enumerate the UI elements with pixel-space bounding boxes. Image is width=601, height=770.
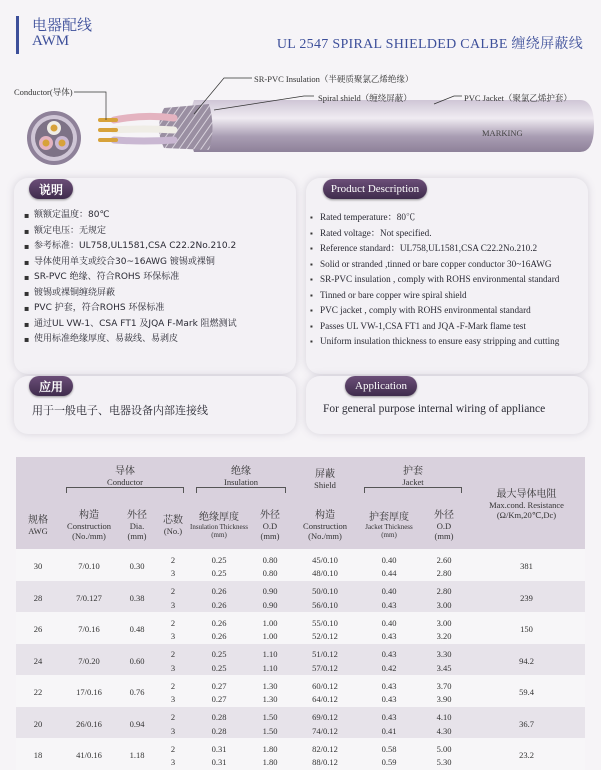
cell-ins-od: 1.80 bbox=[248, 756, 292, 770]
col-awg: 规格 AWG bbox=[16, 497, 60, 549]
cell-dia: 0.76 bbox=[118, 680, 156, 707]
cell-jacket-od: 3.00 bbox=[420, 617, 468, 631]
cell-cores: 2 bbox=[156, 648, 190, 662]
list-item: ▪ 通过UL VW-1、CSA FT1 及JQA F-Mark 阻燃测试 bbox=[24, 317, 237, 333]
cell-shield: 55/0.10 bbox=[292, 617, 358, 631]
cell-ins-thickness: 0.25 bbox=[190, 554, 248, 568]
cell-resistance: 59.4 bbox=[468, 680, 585, 707]
cell-ins-thickness: 0.26 bbox=[190, 617, 248, 631]
cell-cores: 2 bbox=[156, 617, 190, 631]
cell-resistance: 381 bbox=[468, 554, 585, 581]
cross-section-icon bbox=[27, 111, 81, 165]
cell-cores: 3 bbox=[156, 693, 190, 707]
col-resistance: 最大导体电阻 Max.cond. Resistance (Ω/Km,20℃,Dc) bbox=[468, 457, 585, 549]
cell-jacket-od: 3.45 bbox=[420, 662, 468, 676]
cell-cores: 2 bbox=[156, 554, 190, 568]
cell-shield: 82/0.12 bbox=[292, 743, 358, 757]
cell-jacket-od: 5.00 bbox=[420, 743, 468, 757]
page-title: UL 2547 SPIRAL SHIELDED CALBE 缠绕屏蔽线 bbox=[276, 37, 583, 52]
application-en-text: For general purpose internal wiring of appliance bbox=[323, 403, 546, 415]
cell-dia: 1.18 bbox=[118, 743, 156, 770]
description-en-heading: Product Description bbox=[323, 179, 427, 199]
cell-cores: 3 bbox=[156, 725, 190, 739]
cell-dia: 0.38 bbox=[118, 585, 156, 612]
list-item: ▪ 参考标准：UL758,UL1581,CSA C22.2No.210.2 bbox=[24, 239, 237, 255]
cell-construction: 41/0.16 bbox=[60, 743, 118, 770]
table-row bbox=[16, 554, 585, 568]
cell-construction: 26/0.16 bbox=[60, 711, 118, 738]
table-row bbox=[16, 743, 585, 757]
cell-shield: 45/0.10 bbox=[292, 554, 358, 568]
description-cn-heading: 说明 bbox=[29, 179, 73, 199]
cell-jacket-od: 2.80 bbox=[420, 567, 468, 581]
cell-ins-thickness: 0.28 bbox=[190, 725, 248, 739]
list-item: ▪ 额额定温度：80℃ bbox=[24, 208, 237, 224]
cell-shield: 52/0.12 bbox=[292, 630, 358, 644]
cell-jacket-thickness: 0.43 bbox=[358, 599, 420, 613]
cell-ins-od: 1.00 bbox=[248, 617, 292, 631]
cell-ins-od: 1.30 bbox=[248, 680, 292, 694]
cell-jacket-od: 2.80 bbox=[420, 585, 468, 599]
cell-ins-thickness: 0.27 bbox=[190, 693, 248, 707]
spec-table bbox=[16, 457, 585, 770]
cell-ins-od: 0.80 bbox=[248, 567, 292, 581]
cell-shield: 74/0.12 bbox=[292, 725, 358, 739]
group-jacket: 护套 Jacket bbox=[358, 457, 468, 497]
cell-jacket-thickness: 0.40 bbox=[358, 554, 420, 568]
col-dia: 外径 Dia. (mm) bbox=[118, 497, 156, 549]
cell-jacket-thickness: 0.43 bbox=[358, 630, 420, 644]
cell-jacket-thickness: 0.43 bbox=[358, 680, 420, 694]
cell-shield: 56/0.10 bbox=[292, 599, 358, 613]
cell-ins-thickness: 0.25 bbox=[190, 567, 248, 581]
cell-ins-thickness: 0.26 bbox=[190, 585, 248, 599]
cell-jacket-thickness: 0.59 bbox=[358, 756, 420, 770]
col-shield-construction: 构造 Construction (No./mm) bbox=[292, 497, 358, 549]
cell-jacket-thickness: 0.40 bbox=[358, 617, 420, 631]
cell-awg: 22 bbox=[16, 680, 60, 707]
list-item: ▪ 额定电压：无规定 bbox=[24, 224, 237, 240]
table-row bbox=[16, 711, 585, 725]
cell-awg: 28 bbox=[16, 585, 60, 612]
category-cn: 电器配线 bbox=[32, 16, 93, 34]
cell-jacket-thickness: 0.40 bbox=[358, 585, 420, 599]
cell-jacket-thickness: 0.44 bbox=[358, 567, 420, 581]
cell-shield: 50/0.10 bbox=[292, 585, 358, 599]
list-item: ▪ PVC 护套，符合ROHS 环保标准 bbox=[24, 301, 237, 317]
conductor-label: Conductor(导体) bbox=[14, 87, 73, 97]
application-cn-heading: 应用 bbox=[29, 376, 73, 396]
cell-resistance: 36.7 bbox=[468, 711, 585, 738]
list-item: ▪ Tinned or bare copper wire spiral shield bbox=[310, 288, 559, 304]
cell-awg: 26 bbox=[16, 617, 60, 644]
cell-cores: 3 bbox=[156, 567, 190, 581]
list-item: ▪ Solid or stranded ,tinned or bare copper conductor 30~16AWG bbox=[310, 257, 559, 273]
cell-construction: 7/0.10 bbox=[60, 554, 118, 581]
description-en-list bbox=[310, 210, 559, 350]
list-item: ▪ 使用标准绝缘厚度、易裁线、易剥皮 bbox=[24, 332, 237, 348]
cell-dia: 0.94 bbox=[118, 711, 156, 738]
cell-jacket-thickness: 0.41 bbox=[358, 725, 420, 739]
col-cores: 芯数 (No.) bbox=[156, 497, 190, 549]
cell-ins-thickness: 0.27 bbox=[190, 680, 248, 694]
cell-resistance: 239 bbox=[468, 585, 585, 612]
cell-construction: 17/0.16 bbox=[60, 680, 118, 707]
cell-dia: 0.60 bbox=[118, 648, 156, 675]
cell-ins-thickness: 0.26 bbox=[190, 630, 248, 644]
list-item: ▪ Uniform insulation thickness to ensure easy stripping and cutting bbox=[310, 334, 559, 350]
jacket-label: PVC Jacket（聚氯乙烯护套） bbox=[464, 93, 572, 103]
group-insulation: 绝缘 Insulation bbox=[190, 457, 292, 497]
cell-cores: 3 bbox=[156, 599, 190, 613]
col-jacket-thickness: 护套厚度 Jacket Thickness (mm) bbox=[358, 497, 420, 549]
cell-jacket-od: 4.30 bbox=[420, 725, 468, 739]
list-item: ▪ 导体使用单支或绞合30~16AWG 镀锡或裸铜 bbox=[24, 255, 237, 271]
cell-cores: 3 bbox=[156, 756, 190, 770]
cell-ins-thickness: 0.31 bbox=[190, 756, 248, 770]
col-ins-od: 外径 O.D (mm) bbox=[248, 497, 292, 549]
cell-jacket-od: 3.20 bbox=[420, 630, 468, 644]
cell-cores: 2 bbox=[156, 680, 190, 694]
cell-awg: 30 bbox=[16, 554, 60, 581]
cell-ins-od: 1.10 bbox=[248, 662, 292, 676]
cell-construction: 7/0.16 bbox=[60, 617, 118, 644]
cell-ins-od: 1.00 bbox=[248, 630, 292, 644]
application-en-heading: Application bbox=[345, 376, 417, 396]
cell-ins-od: 1.10 bbox=[248, 648, 292, 662]
list-item: ▪ Rated temperature：80℃ bbox=[310, 210, 559, 226]
cell-jacket-thickness: 0.42 bbox=[358, 662, 420, 676]
cell-resistance: 23.2 bbox=[468, 743, 585, 770]
cell-jacket-thickness: 0.43 bbox=[358, 648, 420, 662]
table-row bbox=[16, 617, 585, 631]
table-row bbox=[16, 585, 585, 599]
cell-shield: 60/0.12 bbox=[292, 680, 358, 694]
cell-cores: 3 bbox=[156, 630, 190, 644]
table-row bbox=[16, 648, 585, 662]
cell-awg: 20 bbox=[16, 711, 60, 738]
cell-jacket-od: 3.00 bbox=[420, 599, 468, 613]
cell-ins-thickness: 0.25 bbox=[190, 662, 248, 676]
cell-ins-od: 1.30 bbox=[248, 693, 292, 707]
cell-dia: 0.48 bbox=[118, 617, 156, 644]
cell-ins-od: 1.50 bbox=[248, 711, 292, 725]
cell-shield: 88/0.12 bbox=[292, 756, 358, 770]
shield-label: Spiral shield（缠绕屏蔽） bbox=[318, 93, 412, 103]
cell-resistance: 94.2 bbox=[468, 648, 585, 675]
cell-ins-od: 0.90 bbox=[248, 599, 292, 613]
application-cn-text: 用于一般电子、电器设备内部连接线 bbox=[32, 404, 208, 417]
list-item: ▪ 镀锡或裸铜缠绕屏蔽 bbox=[24, 286, 237, 302]
cell-ins-thickness: 0.28 bbox=[190, 711, 248, 725]
cell-jacket-thickness: 0.43 bbox=[358, 693, 420, 707]
list-item: ▪ Passes UL VW-1,CSA FT1 and JQA -F-Mark flame test bbox=[310, 319, 559, 335]
cell-cores: 2 bbox=[156, 711, 190, 725]
cell-ins-od: 0.90 bbox=[248, 585, 292, 599]
cell-jacket-od: 5.30 bbox=[420, 756, 468, 770]
group-conductor: 导体 Conductor bbox=[60, 457, 190, 497]
cell-jacket-od: 4.10 bbox=[420, 711, 468, 725]
list-item: ▪ SR-PVC 绝缘、符合ROHS 环保标准 bbox=[24, 270, 237, 286]
cell-jacket-od: 2.60 bbox=[420, 554, 468, 568]
list-item: ▪ Rated voltage：Not specified. bbox=[310, 226, 559, 242]
cell-ins-thickness: 0.26 bbox=[190, 599, 248, 613]
cell-ins-od: 0.80 bbox=[248, 554, 292, 568]
cell-awg: 24 bbox=[16, 648, 60, 675]
cell-shield: 51/0.12 bbox=[292, 648, 358, 662]
cell-awg: 18 bbox=[16, 743, 60, 770]
cell-shield: 57/0.12 bbox=[292, 662, 358, 676]
cell-dia: 0.30 bbox=[118, 554, 156, 581]
cell-ins-od: 1.50 bbox=[248, 725, 292, 739]
cell-resistance: 150 bbox=[468, 617, 585, 644]
cell-shield: 69/0.12 bbox=[292, 711, 358, 725]
cell-shield: 64/0.12 bbox=[292, 693, 358, 707]
group-shield: 屏蔽 Shield bbox=[292, 457, 358, 497]
list-item: ▪ PVC jacket , comply with ROHS environmental standard bbox=[310, 303, 559, 319]
insulation-label: SR-PVC Insulation（半硬质聚氯乙烯绝缘） bbox=[254, 74, 414, 84]
description-cn-list bbox=[24, 208, 237, 348]
cell-jacket-thickness: 0.58 bbox=[358, 743, 420, 757]
cell-jacket-od: 3.90 bbox=[420, 693, 468, 707]
marking-label: MARKING bbox=[482, 128, 523, 138]
col-ins-thickness: 绝缘厚度 Insulation Thickness (mm) bbox=[190, 497, 248, 549]
category-en: AWM bbox=[32, 33, 70, 49]
header-accent-bar bbox=[16, 16, 19, 54]
col-construction: 构造 Construction (No./mm) bbox=[60, 497, 118, 549]
cell-construction: 7/0.127 bbox=[60, 585, 118, 612]
list-item: ▪ SR-PVC insulation , comply with ROHS environmental standard bbox=[310, 272, 559, 288]
col-jacket-od: 外径 O.D (mm) bbox=[420, 497, 468, 549]
cell-shield: 48/0.10 bbox=[292, 567, 358, 581]
cable-diagram bbox=[14, 70, 594, 180]
cell-jacket-thickness: 0.43 bbox=[358, 711, 420, 725]
list-item: ▪ Reference standard：UL758,UL1581,CSA C22.2No.210.2 bbox=[310, 241, 559, 257]
cell-cores: 3 bbox=[156, 662, 190, 676]
cell-jacket-od: 3.30 bbox=[420, 648, 468, 662]
cell-jacket-od: 3.70 bbox=[420, 680, 468, 694]
cell-cores: 2 bbox=[156, 743, 190, 757]
cell-ins-thickness: 0.25 bbox=[190, 648, 248, 662]
cell-ins-thickness: 0.31 bbox=[190, 743, 248, 757]
jacket-shape bbox=[189, 100, 594, 152]
cell-cores: 2 bbox=[156, 585, 190, 599]
table-row bbox=[16, 680, 585, 694]
cell-construction: 7/0.20 bbox=[60, 648, 118, 675]
cell-ins-od: 1.80 bbox=[248, 743, 292, 757]
